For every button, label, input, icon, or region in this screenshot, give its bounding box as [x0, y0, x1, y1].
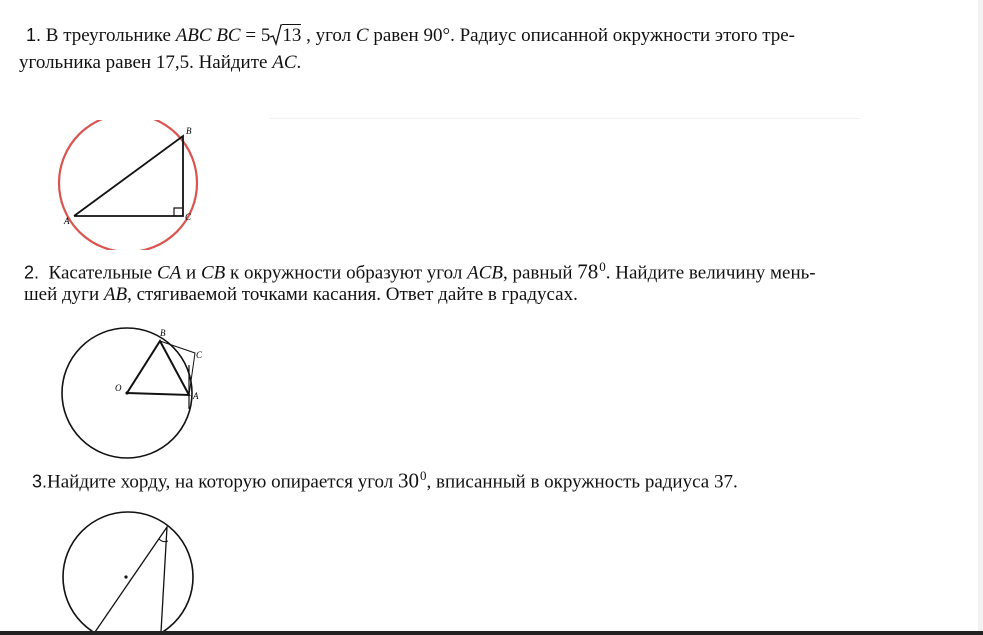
figure-1-triangle-circumcircle	[50, 120, 210, 250]
inscribed-angle-chords	[95, 527, 167, 631]
arc-ab: AB	[103, 284, 128, 305]
angle-78: 78	[577, 259, 599, 284]
label-c2: C	[196, 350, 203, 360]
problem-3-text-a: Найдите хорду, на которую опирается угол	[47, 471, 399, 493]
problem-1-end: .	[296, 52, 302, 73]
problem-2-text-f: , стягиваемой точками касания. Ответ дайте в градусах.	[127, 284, 578, 305]
tangent-cb: CB	[200, 262, 226, 284]
sqrt-sign	[270, 25, 301, 46]
label-c: C	[185, 212, 192, 222]
bottom-edge-bar	[0, 631, 983, 635]
problem-3-number: 3.	[32, 471, 48, 492]
triangle-abc	[74, 136, 183, 216]
problem-2-line-2	[24, 284, 578, 306]
circumcircle	[59, 120, 197, 250]
label-b2: B	[160, 328, 166, 338]
problem-3-line	[32, 465, 738, 493]
problem-1-text-b: , угол	[301, 25, 356, 46]
and-text: и	[181, 262, 201, 284]
degree-sup-3: 0	[420, 468, 427, 483]
problem-2-text-b: к окружности образуют угол	[225, 262, 468, 284]
problem-2-text-a: Касательные	[48, 262, 157, 284]
problem-2-text-e: шей дуги	[24, 284, 104, 305]
sqrt-icon	[270, 24, 282, 46]
triangle-name: ABC	[175, 25, 212, 46]
problem-1-text-a: В треугольнике	[45, 25, 176, 46]
label-a: A	[64, 216, 70, 226]
right-angle-mark	[174, 208, 183, 216]
label-b: B	[186, 126, 192, 136]
side-name: BC	[216, 25, 241, 46]
center-point	[125, 391, 128, 394]
tangent-ca: CA	[156, 262, 182, 284]
problem-1-line-2	[19, 52, 301, 74]
problem-2-text-d: . Найдите величину мень-	[605, 262, 816, 284]
figure-3-inscribed-angle	[55, 505, 205, 631]
problem-1-text-d: угольника равен 17,5. Найдите	[19, 52, 273, 73]
problem-1-number: 1.	[26, 25, 42, 45]
problem-1-line-1	[26, 24, 795, 47]
figure-2-tangents	[55, 325, 215, 465]
angle-30: 30	[398, 468, 420, 493]
equals-text: = 5	[240, 25, 271, 46]
problem-2-text-c: , равный	[503, 262, 578, 284]
angle-acb: ACB	[467, 262, 503, 284]
problem-2-number: 2.	[24, 262, 40, 283]
problem-1-text-c: равен 90°. Радиус описанной окружности этого тре-	[368, 25, 796, 46]
problem-2-line-1	[24, 256, 816, 284]
problem-3-text-b: , вписанный в окружность радиуса 37.	[426, 471, 738, 493]
angle-vertex: C	[355, 25, 369, 46]
scan-artifact-line	[270, 118, 860, 119]
degree-sup-2: 0	[599, 259, 606, 274]
scroll-edge	[978, 0, 983, 635]
label-a2: A	[193, 391, 199, 401]
center-point-3	[124, 575, 127, 578]
label-o: O	[115, 383, 122, 393]
sqrt-radicand: 13	[282, 25, 302, 46]
find-segment: AC	[272, 52, 297, 73]
circle-3	[63, 512, 193, 631]
triangle-oba	[127, 341, 189, 395]
